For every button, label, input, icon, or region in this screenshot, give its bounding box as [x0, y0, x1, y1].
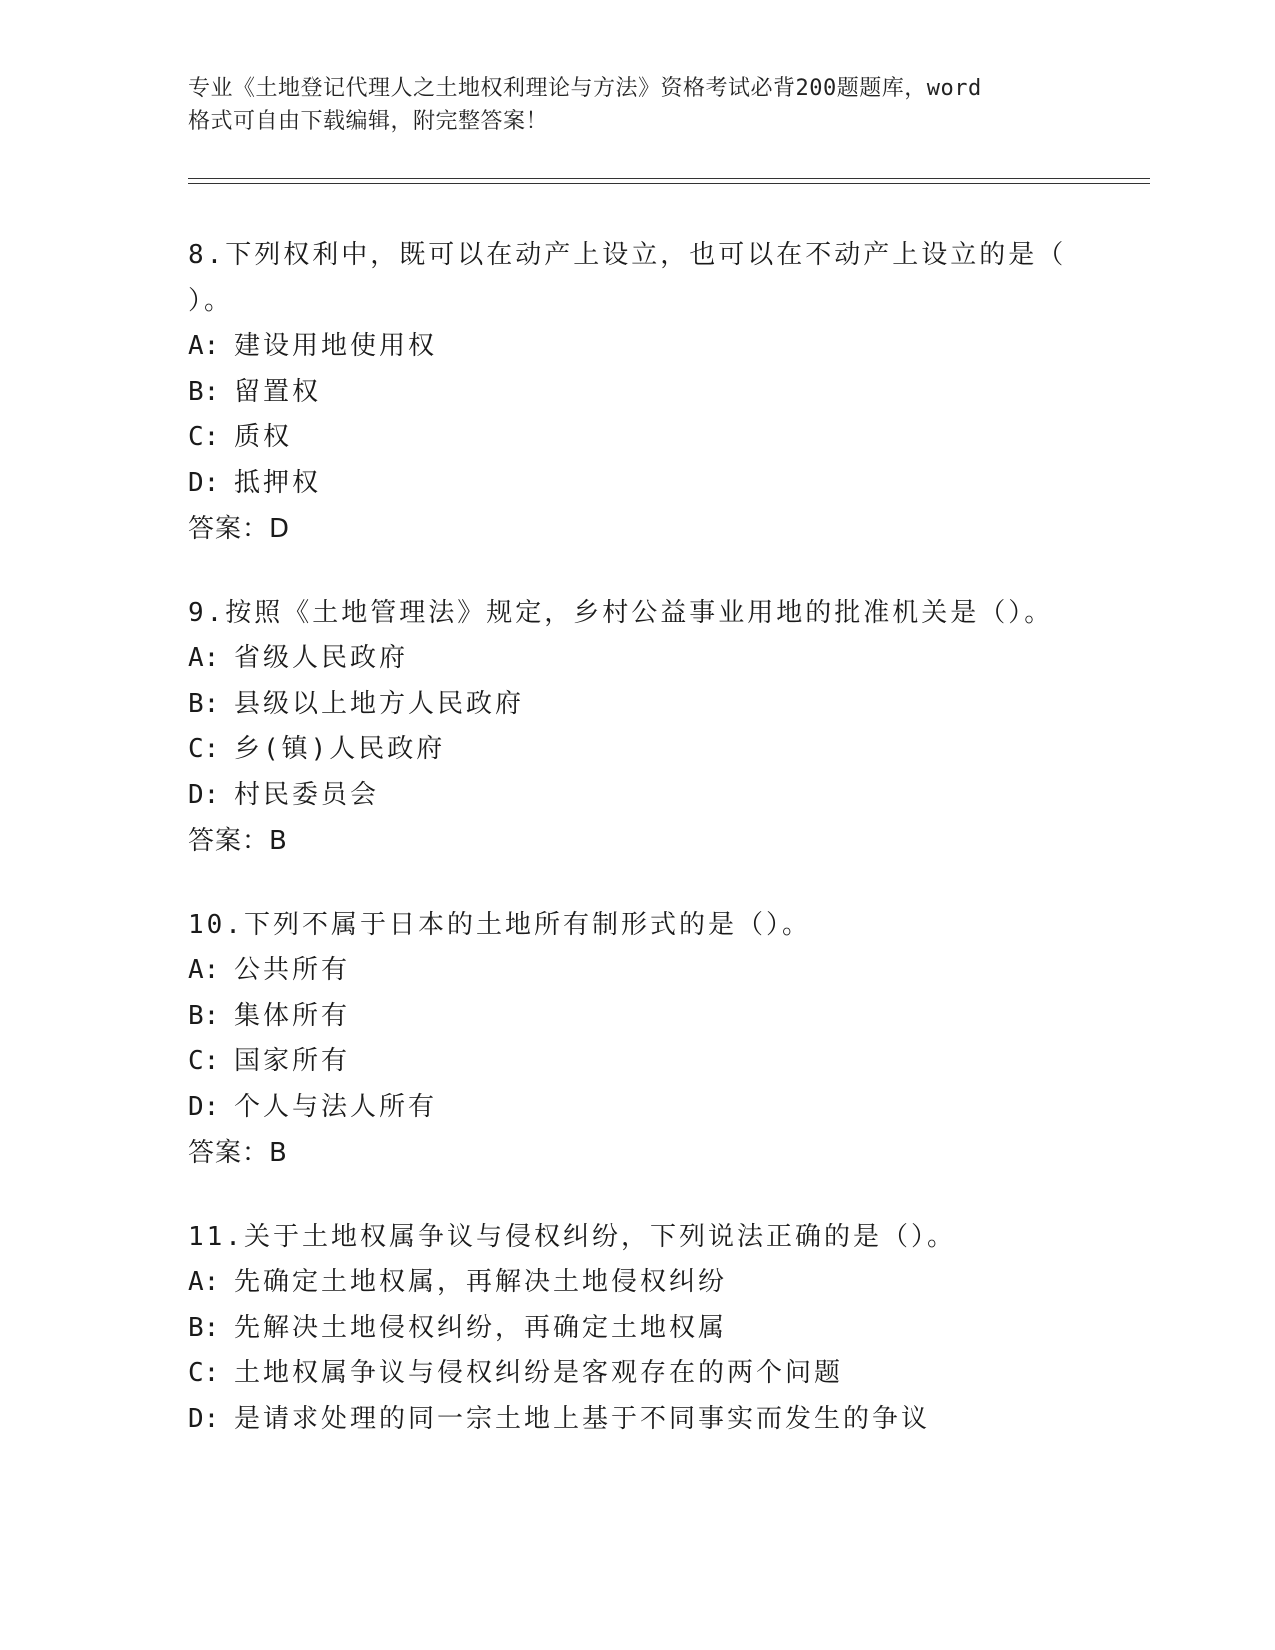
- option-label: C:: [188, 422, 220, 452]
- option-d: [188, 1085, 1088, 1131]
- option-text: 留置权: [234, 376, 322, 407]
- option-d: [188, 773, 1088, 819]
- option-b: [188, 994, 1088, 1040]
- option-label: D:: [188, 1091, 220, 1122]
- option-text: 国家所有: [234, 1046, 351, 1076]
- option-text: 省级人民政府: [234, 643, 409, 673]
- option-label: A:: [188, 331, 220, 361]
- option-label: A:: [188, 955, 220, 985]
- option-d: [188, 461, 1088, 507]
- question-text-continued: ）。: [188, 286, 234, 316]
- option-b: [188, 682, 1088, 728]
- option-label: D:: [188, 779, 220, 810]
- header-line-2: 格式可自由下载编辑，附完整答案！: [188, 109, 549, 134]
- option-label: C:: [188, 1046, 220, 1076]
- option-a: [188, 324, 1088, 370]
- answer: 答案：D: [188, 514, 291, 544]
- option-b: [188, 1306, 1088, 1352]
- option-text: 乡(镇)人民政府: [234, 734, 446, 764]
- document-header: [188, 72, 1088, 138]
- option-label: A:: [188, 643, 220, 673]
- option-text: 公共所有: [234, 955, 351, 985]
- option-text: 质权: [234, 422, 293, 452]
- option-b: [188, 370, 1088, 416]
- question-text: 9.按照《土地管理法》规定，乡村公益事业用地的批准机关是（）。: [188, 598, 1054, 628]
- option-text: 个人与法人所有: [234, 1091, 438, 1122]
- header-line-1: 专业《土地登记代理人之土地权利理论与方法》资格考试必背200题题库，word: [188, 76, 982, 101]
- question-10: [188, 902, 1088, 1176]
- option-d: [188, 1397, 1088, 1443]
- option-label: A:: [188, 1267, 220, 1297]
- option-label: D:: [188, 467, 220, 498]
- option-c: [188, 1039, 1088, 1085]
- question-8: [188, 232, 1088, 552]
- option-label: B:: [188, 1312, 220, 1343]
- option-text: 土地权属争议与侵权纠纷是客观存在的两个问题: [234, 1358, 844, 1388]
- question-9: [188, 590, 1088, 864]
- option-a: [188, 1260, 1088, 1306]
- option-label: B:: [188, 688, 220, 719]
- option-c: [188, 727, 1088, 773]
- option-text: 先确定土地权属，再解决土地侵权纠纷: [234, 1267, 728, 1297]
- option-a: [188, 948, 1088, 994]
- option-text: 先解决土地侵权纠纷，再确定土地权属: [234, 1312, 728, 1343]
- option-label: B:: [188, 376, 220, 407]
- question-list: [188, 232, 1088, 1480]
- option-label: B:: [188, 1000, 220, 1031]
- option-text: 集体所有: [234, 1000, 351, 1031]
- question-11: [188, 1214, 1088, 1442]
- option-text: 抵押权: [234, 467, 322, 498]
- option-text: 是请求处理的同一宗土地上基于不同事实而发生的争议: [234, 1403, 931, 1434]
- option-a: [188, 636, 1088, 682]
- option-label: C:: [188, 734, 220, 764]
- option-text: 建设用地使用权: [234, 331, 438, 361]
- answer: 答案：B: [188, 826, 288, 856]
- option-text: 村民委员会: [234, 779, 380, 810]
- question-text: 11.关于土地权属争议与侵权纠纷，下列说法正确的是（）。: [188, 1222, 956, 1252]
- question-text: 10.下列不属于日本的土地所有制形式的是（）。: [188, 910, 811, 940]
- option-c: [188, 1351, 1088, 1397]
- option-label: C:: [188, 1358, 220, 1388]
- header-divider-top: [188, 178, 1150, 179]
- answer: 答案：B: [188, 1138, 288, 1168]
- option-label: D:: [188, 1403, 220, 1434]
- option-text: 县级以上地方人民政府: [234, 688, 525, 719]
- header-divider-bottom: [188, 183, 1150, 184]
- question-text: 8.下列权利中，既可以在动产上设立，也可以在不动产上设立的是（: [188, 240, 1067, 270]
- option-c: [188, 415, 1088, 461]
